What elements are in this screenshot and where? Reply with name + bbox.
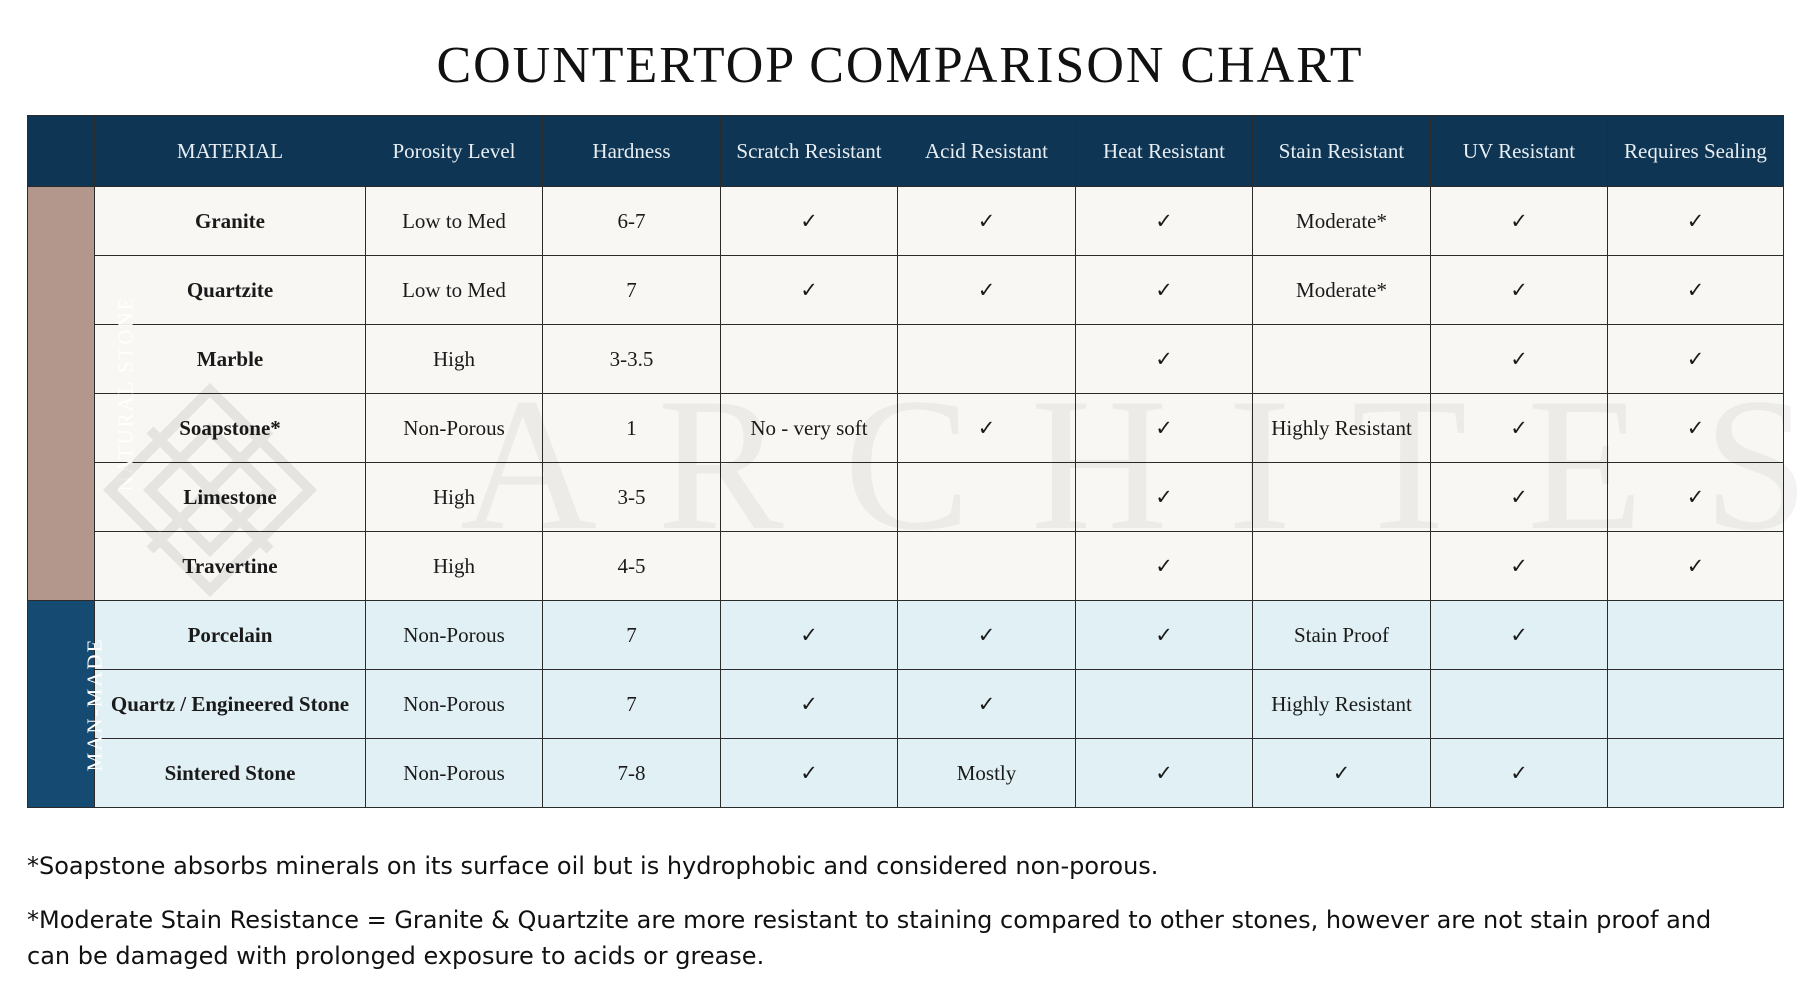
table-cell xyxy=(721,325,898,394)
table-cell xyxy=(1076,670,1253,739)
group-label-man-made xyxy=(28,601,107,808)
table-cell xyxy=(1253,532,1431,601)
table-body xyxy=(28,187,1784,808)
check-icon: ✓ xyxy=(1431,256,1608,325)
table-cell: Non-Porous xyxy=(366,601,543,670)
check-icon: ✓ xyxy=(1076,325,1253,394)
table-cell: Highly Resistant xyxy=(1253,394,1431,463)
check-icon: ✓ xyxy=(1253,739,1431,808)
material-name: Sintered Stone xyxy=(95,739,366,808)
table-cell: Non-Porous xyxy=(366,670,543,739)
table-cell: Low to Med xyxy=(366,187,543,256)
table-cell xyxy=(1253,325,1431,394)
check-icon: ✓ xyxy=(721,601,898,670)
table-cell: Moderate* xyxy=(1253,187,1431,256)
table-cell: 6-7 xyxy=(543,187,721,256)
column-header: Hardness xyxy=(543,116,721,187)
table-cell xyxy=(1608,739,1784,808)
material-name: Soapstone* xyxy=(95,394,366,463)
check-icon: ✓ xyxy=(1076,394,1253,463)
group-label-natural-stone xyxy=(28,187,138,601)
check-icon: ✓ xyxy=(1076,601,1253,670)
table-cell: Mostly xyxy=(898,739,1076,808)
table-row xyxy=(28,256,1784,325)
table-cell: Non-Porous xyxy=(366,394,543,463)
table-cell: High xyxy=(366,532,543,601)
table-cell: Stain Proof xyxy=(1253,601,1431,670)
column-header: Stain Resistant xyxy=(1253,116,1431,187)
column-header: Scratch Resistant xyxy=(721,116,898,187)
material-name: Quartzite xyxy=(95,256,366,325)
table-row xyxy=(28,187,1784,256)
check-icon: ✓ xyxy=(898,601,1076,670)
check-icon: ✓ xyxy=(1076,532,1253,601)
table-cell xyxy=(721,532,898,601)
footnote-soapstone: *Soapstone absorbs minerals on its surface oil but is hydrophobic and considered non-porous. xyxy=(27,852,1159,880)
table-cell xyxy=(721,463,898,532)
check-icon: ✓ xyxy=(1431,739,1608,808)
check-icon: ✓ xyxy=(1431,325,1608,394)
check-icon: ✓ xyxy=(1608,394,1784,463)
table-row xyxy=(28,670,1784,739)
table-cell xyxy=(1253,463,1431,532)
column-header: UV Resistant xyxy=(1431,116,1608,187)
check-icon: ✓ xyxy=(721,670,898,739)
table-cell: High xyxy=(366,463,543,532)
column-header: MATERIAL xyxy=(95,116,366,187)
material-name: Quartz / Engineered Stone xyxy=(95,670,366,739)
check-icon: ✓ xyxy=(1608,463,1784,532)
material-name: Marble xyxy=(95,325,366,394)
check-icon: ✓ xyxy=(1431,601,1608,670)
check-icon: ✓ xyxy=(1076,187,1253,256)
check-icon: ✓ xyxy=(898,670,1076,739)
check-icon: ✓ xyxy=(721,739,898,808)
table-cell: Highly Resistant xyxy=(1253,670,1431,739)
check-icon: ✓ xyxy=(1431,187,1608,256)
material-name: Granite xyxy=(95,187,366,256)
table-cell xyxy=(1608,601,1784,670)
check-icon: ✓ xyxy=(898,187,1076,256)
check-icon: ✓ xyxy=(898,394,1076,463)
table-cell: 3-5 xyxy=(543,463,721,532)
table-row xyxy=(28,325,1784,394)
header-corner xyxy=(28,116,95,187)
table-cell: Non-Porous xyxy=(366,739,543,808)
group-label-text: NATURAL STONE xyxy=(113,295,138,492)
footnotes xyxy=(27,848,1747,992)
material-name: Porcelain xyxy=(95,601,366,670)
check-icon: ✓ xyxy=(898,256,1076,325)
check-icon: ✓ xyxy=(1608,256,1784,325)
column-header: Requires Sealing xyxy=(1608,116,1784,187)
check-icon: ✓ xyxy=(721,256,898,325)
table-cell: High xyxy=(366,325,543,394)
table-cell xyxy=(1608,670,1784,739)
check-icon: ✓ xyxy=(1076,739,1253,808)
table-row xyxy=(28,601,1784,670)
table-cell: 7 xyxy=(543,670,721,739)
table-cell: 4-5 xyxy=(543,532,721,601)
table-cell: 7-8 xyxy=(543,739,721,808)
table-cell: 3-3.5 xyxy=(543,325,721,394)
table-cell xyxy=(898,532,1076,601)
check-icon: ✓ xyxy=(1608,187,1784,256)
group-label-text: MAN-MADE xyxy=(82,637,107,771)
check-icon: ✓ xyxy=(1431,394,1608,463)
comparison-table xyxy=(27,115,1784,808)
table-cell xyxy=(1431,670,1608,739)
table-row xyxy=(28,463,1784,532)
table-cell: 7 xyxy=(543,601,721,670)
check-icon: ✓ xyxy=(1608,325,1784,394)
table-cell: 7 xyxy=(543,256,721,325)
table-row xyxy=(28,532,1784,601)
footnote-moderate-stain: *Moderate Stain Resistance = Granite & Quartzite are more resistant to staining compared to other stones, however are not stain proof and can be damaged with prolonged exposure to acids or grease. xyxy=(27,906,1712,970)
column-header: Acid Resistant xyxy=(898,116,1076,187)
table-cell xyxy=(898,463,1076,532)
check-icon: ✓ xyxy=(1431,532,1608,601)
check-icon: ✓ xyxy=(1431,463,1608,532)
material-name: Travertine xyxy=(95,532,366,601)
table-row xyxy=(28,394,1784,463)
check-icon: ✓ xyxy=(1076,256,1253,325)
table-cell: Moderate* xyxy=(1253,256,1431,325)
chart-title: COUNTERTOP COMPARISON CHART xyxy=(436,37,1364,94)
table-row xyxy=(28,739,1784,808)
column-header: Heat Resistant xyxy=(1076,116,1253,187)
check-icon: ✓ xyxy=(721,187,898,256)
table-cell: 1 xyxy=(543,394,721,463)
table-cell: No - very soft xyxy=(721,394,898,463)
material-name: Limestone xyxy=(95,463,366,532)
check-icon: ✓ xyxy=(1076,463,1253,532)
column-header: Porosity Level xyxy=(366,116,543,187)
check-icon: ✓ xyxy=(1608,532,1784,601)
header-row xyxy=(28,116,1784,187)
table-cell: Low to Med xyxy=(366,256,543,325)
table-cell xyxy=(898,325,1076,394)
